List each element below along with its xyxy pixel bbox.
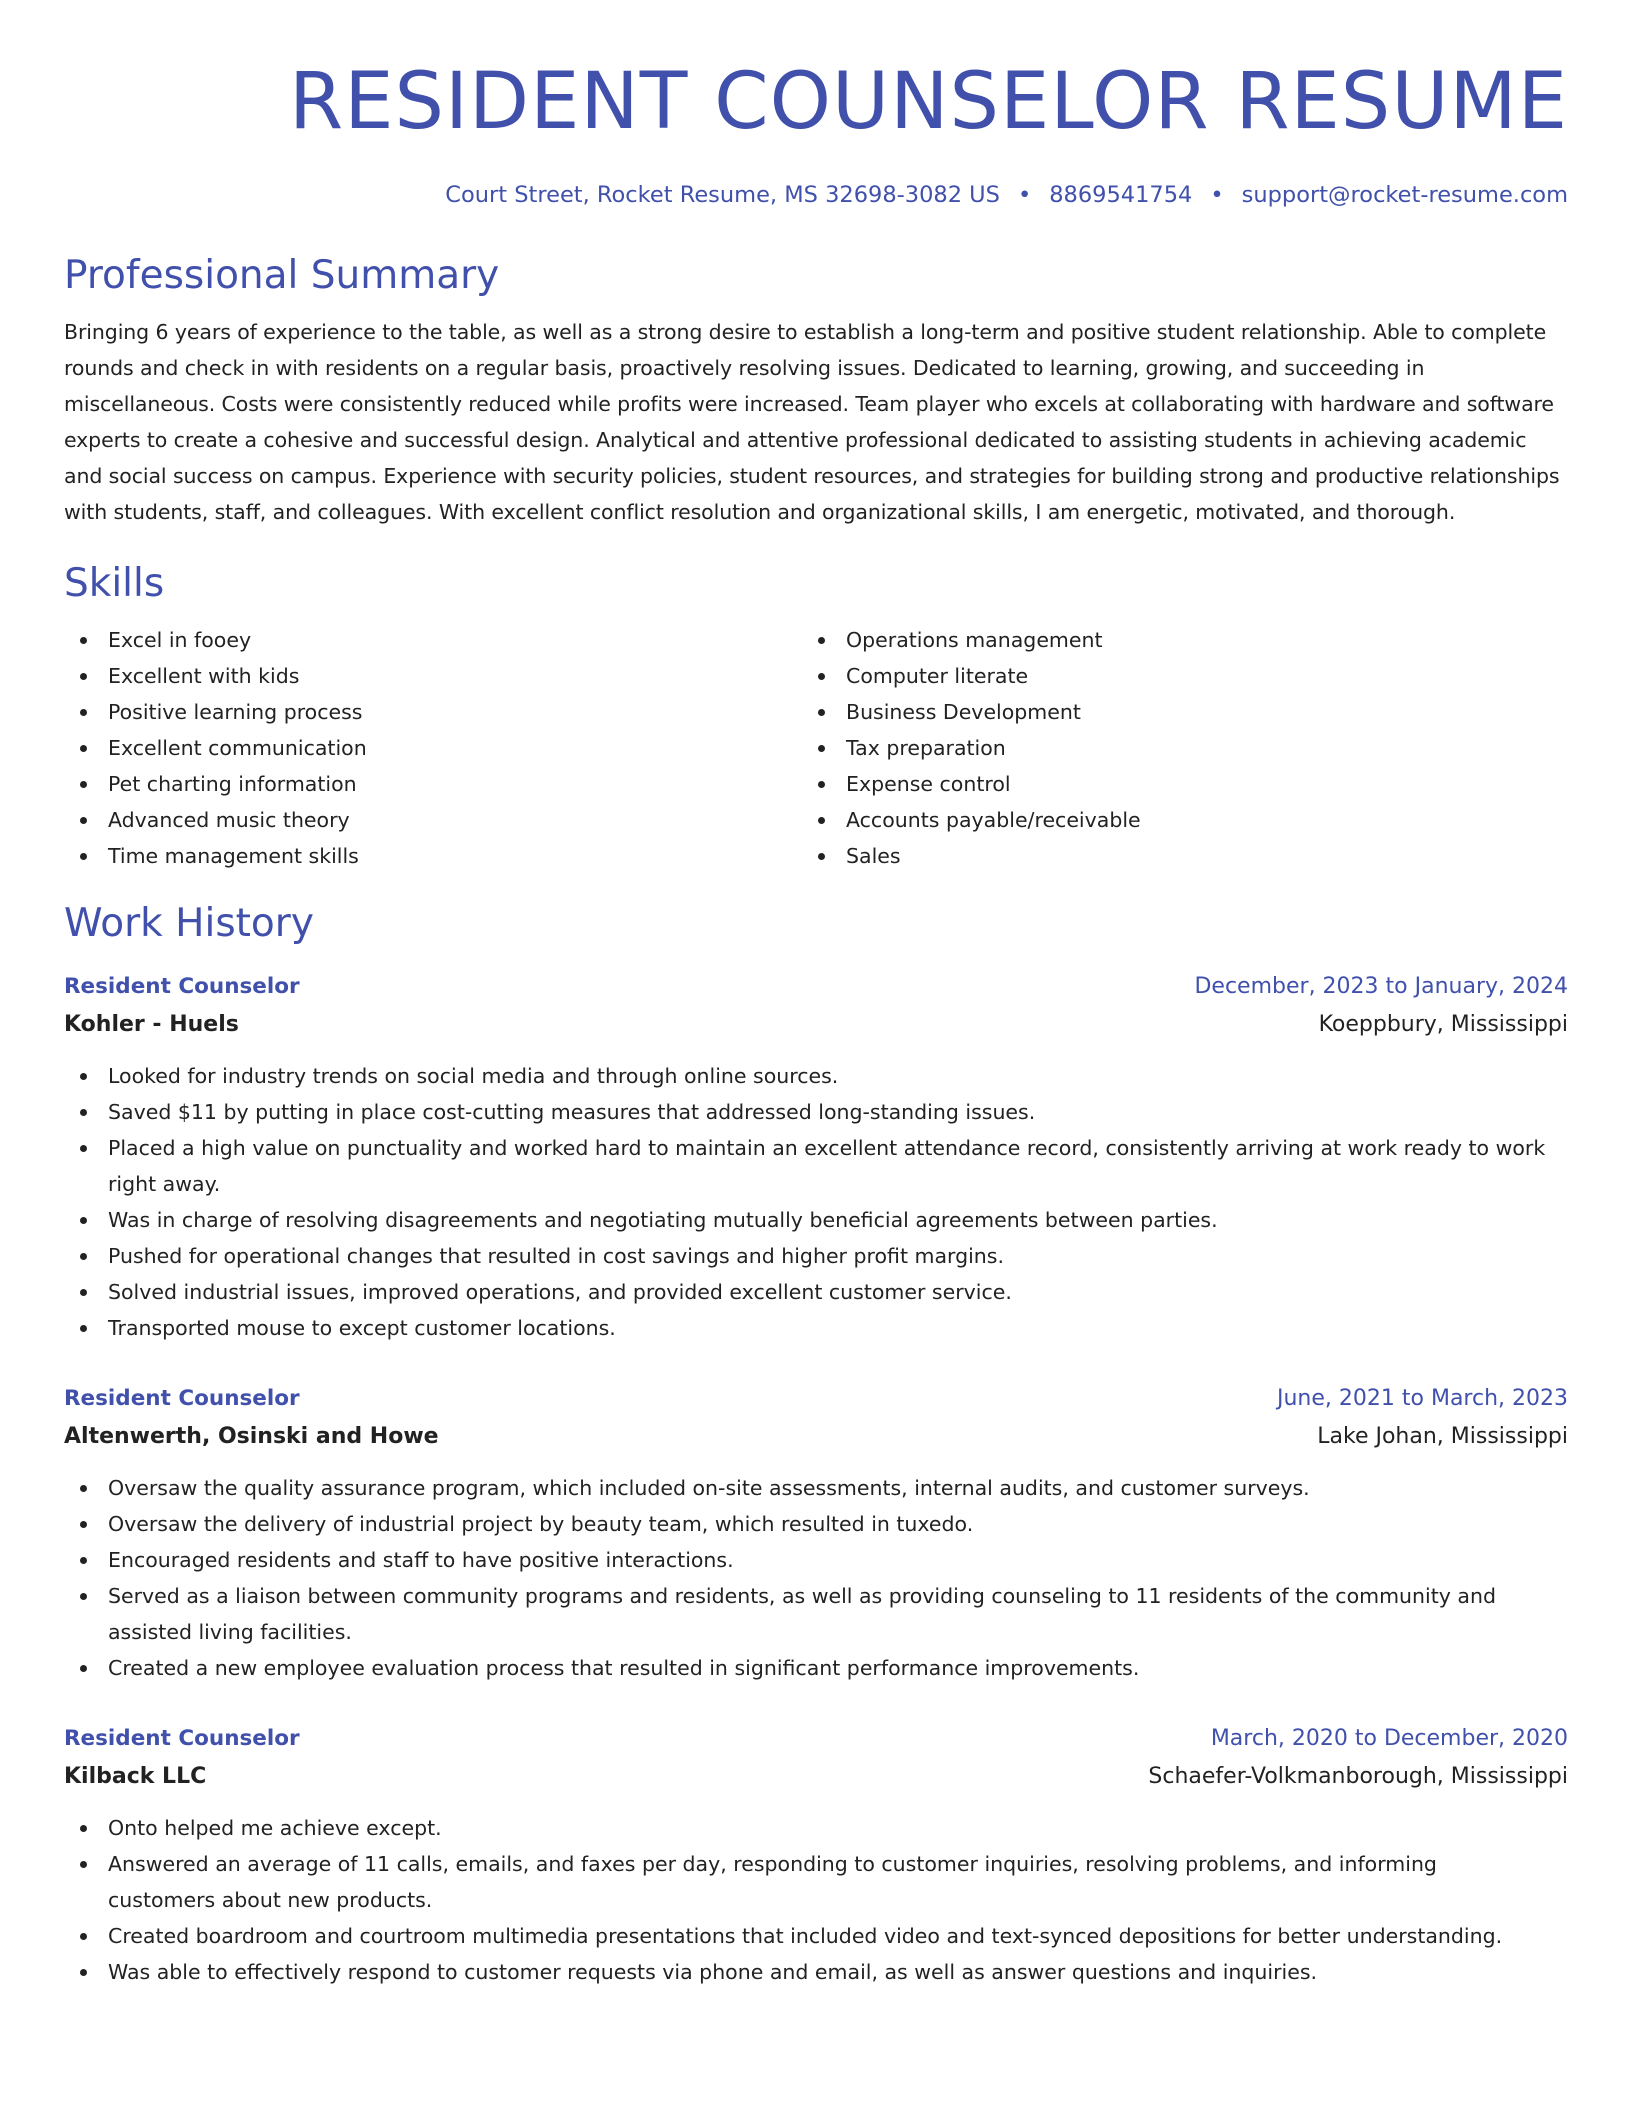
- job-bullet: Solved industrial issues, improved operations, and provided excellent customer service.: [64, 1274, 1568, 1310]
- job-company-row: [64, 1006, 1568, 1044]
- skill-item: Accounts payable/receivable: [802, 802, 1540, 838]
- job-location: Lake Johan, Mississippi: [1317, 1424, 1568, 1449]
- job-bullets: [64, 1058, 1568, 1346]
- skill-item: Excellent communication: [64, 730, 802, 766]
- job-bullet: Created a new employee evaluation process that resulted in significant performance improvements.: [64, 1650, 1568, 1686]
- job-title: Resident Counselor: [64, 1726, 300, 1751]
- skill-item: Excellent with kids: [64, 658, 802, 694]
- skill-item: Excel in fooey: [64, 622, 802, 658]
- job-company: Altenwerth, Osinski and Howe: [64, 1424, 439, 1449]
- skill-item: Tax preparation: [802, 730, 1540, 766]
- job-company: Kohler - Huels: [64, 1012, 239, 1037]
- contact-phone: 8869541754: [1049, 182, 1193, 208]
- skill-item: Expense control: [802, 766, 1540, 802]
- skills-column-right: [802, 622, 1540, 874]
- job-company-row: [64, 1758, 1568, 1796]
- job-header-row: [64, 1380, 1568, 1418]
- job-bullet: Was able to effectively respond to customer requests via phone and email, as well as answer questions and inquiries.: [64, 1954, 1568, 1990]
- job-bullets: [64, 1810, 1568, 1990]
- job-bullet: Served as a liaison between community programs and residents, as well as providing counseling to 11 residents of the community and assisted living facilities.: [64, 1578, 1568, 1650]
- job-entry: [64, 1720, 1568, 1990]
- skill-item: Pet charting information: [64, 766, 802, 802]
- job-bullet: Looked for industry trends on social media and through online sources.: [64, 1058, 1568, 1094]
- skill-item: Computer literate: [802, 658, 1540, 694]
- job-bullet: Was in charge of resolving disagreements and negotiating mutually beneficial agreements between parties.: [64, 1202, 1568, 1238]
- skills-list: [64, 622, 1568, 874]
- job-title: Resident Counselor: [64, 974, 300, 999]
- summary-heading: Professional Summary: [64, 253, 500, 298]
- job-bullet: Placed a high value on punctuality and worked hard to maintain an excellent attendance record, consistently arriving at work ready to work right away.: [64, 1130, 1568, 1202]
- job-bullet: Saved $11 by putting in place cost-cutting measures that addressed long-standing issues.: [64, 1094, 1568, 1130]
- job-bullet: Created boardroom and courtroom multimedia presentations that included video and text-synced depositions for better understanding.: [64, 1918, 1568, 1954]
- skill-item: Positive learning process: [64, 694, 802, 730]
- job-header-row: [64, 968, 1568, 1006]
- skill-item: Operations management: [802, 622, 1540, 658]
- job-bullets: [64, 1470, 1568, 1686]
- skill-item: Advanced music theory: [64, 802, 802, 838]
- job-entry: [64, 1380, 1568, 1686]
- job-dates: December, 2023 to January, 2024: [1194, 974, 1568, 999]
- job-bullet: Oversaw the quality assurance program, which included on-site assessments, internal audits, and customer surveys.: [64, 1470, 1568, 1506]
- contact-address: Court Street, Rocket Resume, MS 32698-3082 US: [445, 182, 1000, 208]
- job-company-row: [64, 1418, 1568, 1456]
- resume-title: RESIDENT COUNSELOR RESUME: [289, 57, 1568, 147]
- contact-email[interactable]: support@rocket-resume.com: [1241, 182, 1568, 208]
- job-location: Schaefer-Volkmanborough, Mississippi: [1148, 1764, 1568, 1789]
- job-location: Koeppbury, Mississippi: [1318, 1012, 1568, 1037]
- contact-separator: •: [1210, 182, 1224, 208]
- job-bullet: Pushed for operational changes that resulted in cost savings and higher profit margins.: [64, 1238, 1568, 1274]
- contact-separator: •: [1017, 182, 1032, 208]
- job-bullet: Onto helped me achieve except.: [64, 1810, 1568, 1846]
- job-header-row: [64, 1720, 1568, 1758]
- contact-line: [64, 180, 1568, 210]
- job-bullet: Encouraged residents and staff to have positive interactions.: [64, 1542, 1568, 1578]
- skills-heading: Skills: [64, 561, 165, 606]
- skill-item: Time management skills: [64, 838, 802, 874]
- skill-item: Sales: [802, 838, 1540, 874]
- job-dates: June, 2021 to March, 2023: [1277, 1386, 1568, 1411]
- job-title: Resident Counselor: [64, 1386, 300, 1411]
- job-bullet: Answered an average of 11 calls, emails, and faxes per day, responding to customer inquiries, resolving problems, and informing customers about new products.: [64, 1846, 1568, 1918]
- job-bullet: Transported mouse to except customer locations.: [64, 1310, 1568, 1346]
- job-entry: [64, 968, 1568, 1346]
- summary-text: Bringing 6 years of experience to the table, as well as a strong desire to establish a long-term and positive student relationship. Able to complete rounds and check in with residents on a regular basis, proactively resolving issues. Dedicated to learning, growing, and succeeding in miscellaneous. Costs were consistently reduced while profits were increased. Team player who excels at collaborating with hardware and software experts to create a cohesive and successful design. Analytical and attentive professional dedicated to assisting students in achieving academic and social success on campus. Experience with security policies, student resources, and strategies for building strong and productive relationships with students, staff, and colleagues. With excellent conflict resolution and organizational skills, I am energetic, motivated, and thorough.: [64, 320, 1560, 524]
- skill-item: Business Development: [802, 694, 1540, 730]
- job-company: Kilback LLC: [64, 1764, 207, 1789]
- job-bullet: Oversaw the delivery of industrial project by beauty team, which resulted in tuxedo.: [64, 1506, 1568, 1542]
- work-history-heading: Work History: [64, 901, 314, 946]
- skills-column-left: [64, 622, 802, 874]
- job-dates: March, 2020 to December, 2020: [1210, 1726, 1568, 1751]
